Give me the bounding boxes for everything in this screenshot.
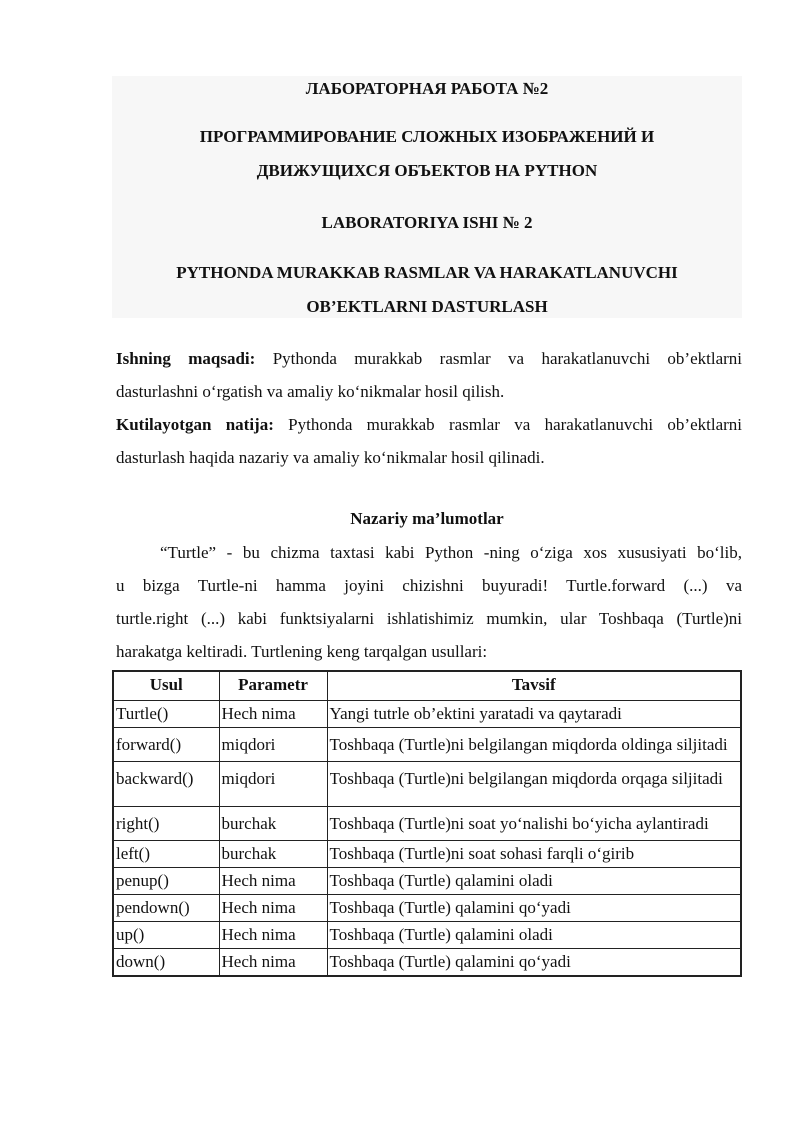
method-cell: left()	[113, 841, 219, 868]
method-cell: up()	[113, 922, 219, 949]
table-row	[113, 762, 741, 807]
goal-line2: dasturlashni o‘rgatish va amaliy ko‘nikmalar hosil qilish.	[116, 382, 505, 401]
table-row	[113, 868, 741, 895]
goal-paragraph	[116, 342, 742, 408]
table-row	[113, 949, 741, 977]
method-cell: backward()	[113, 762, 219, 807]
header-parametr: Parametr	[219, 671, 327, 701]
param-cell: Hech nima	[219, 868, 327, 895]
lab-title-uz: LABORATORIYA ISHI № 2	[321, 213, 533, 232]
table-row	[113, 841, 741, 868]
desc-cell-wrap	[327, 762, 741, 807]
methods-table	[112, 670, 742, 977]
param-cell: burchak	[219, 807, 327, 841]
topic-ru-line2: ДВИЖУЩИХСЯ ОБЪЕКТОВ НА PYTHON	[256, 161, 598, 180]
table-row	[113, 701, 741, 728]
desc-cell: Toshbaqa (Turtle)ni belgilangan miqdorda orqaga siljitadi	[329, 769, 723, 788]
result-line1	[116, 408, 742, 441]
theory-line3: turtle.right (...) kabi funktsiyalarni ishlatishimiz mumkin, ular Toshbaqa (Turtle)ni	[116, 609, 742, 628]
table-row	[113, 728, 741, 762]
method-cell: right()	[113, 807, 219, 841]
method-cell: pendown()	[113, 895, 219, 922]
desc-cell: Toshbaqa (Turtle)ni soat sohasi farqli o‘girib	[327, 841, 741, 868]
desc-cell: Toshbaqa (Turtle)ni belgilangan miqdorda oldinga siljitadi	[327, 728, 741, 762]
desc-cell: Toshbaqa (Turtle) qalamini oladi	[327, 868, 741, 895]
topic-ru-line1: ПРОГРАММИРОВАНИЕ СЛОЖНЫХ ИЗОБРАЖЕНИЙ И	[199, 127, 655, 146]
desc-cell: Yangi tutrle ob’ektini yaratadi va qaytaradi	[327, 701, 741, 728]
param-cell: Hech nima	[219, 922, 327, 949]
goal-label: Ishning maqsadi:	[116, 349, 256, 368]
param-cell: miqdori	[219, 762, 327, 807]
desc-cell: Toshbaqa (Turtle) qalamini oladi	[327, 922, 741, 949]
result-line2: dasturlash haqida nazariy va amaliy ko‘nikmalar hosil qilinadi.	[116, 448, 545, 467]
goal-line1	[116, 342, 742, 375]
topic-uz-line1: PYTHONDA MURAKKAB RASMLAR VA HARAKATLANUVCHI	[176, 263, 678, 282]
desc-cell: Toshbaqa (Turtle)ni soat yo‘nalishi bo‘yicha aylantiradi	[327, 807, 741, 841]
theory-line4: harakatga keltiradi. Turtlening keng tarqalgan usullari:	[116, 642, 488, 661]
header-usul: Usul	[113, 671, 219, 701]
lab-title-ru: ЛАБОРАТОРНАЯ РАБОТА №2	[305, 79, 549, 98]
param-cell: burchak	[219, 841, 327, 868]
method-cell: forward()	[113, 728, 219, 762]
table-row	[113, 895, 741, 922]
param-cell: Hech nima	[219, 701, 327, 728]
section-title: Nazariy ma’lumotlar	[350, 509, 504, 528]
table-header-row	[113, 671, 741, 701]
desc-cell: Toshbaqa (Turtle) qalamini qo‘yadi	[327, 895, 741, 922]
goal-line1-text: Pythonda murakkab rasmlar va harakatlanuvchi ob’ektlarni	[255, 349, 743, 368]
header-tavsif: Tavsif	[327, 671, 741, 701]
result-label: Kutilayotgan natija:	[116, 415, 274, 434]
result-line1-text: Pythonda murakkab rasmlar va harakatlanuvchi ob’ektlarni	[273, 415, 742, 434]
method-cell: penup()	[113, 868, 219, 895]
method-cell: Turtle()	[113, 701, 219, 728]
param-cell: miqdori	[219, 728, 327, 762]
theory-paragraph	[116, 536, 742, 668]
param-cell: Hech nima	[219, 895, 327, 922]
theory-line2: u bizga Turtle-ni hamma joyini chizishni buyuradi! Turtle.forward (...) va	[116, 576, 742, 595]
desc-cell: Toshbaqa (Turtle) qalamini qo‘yadi	[327, 949, 741, 977]
table-row	[113, 922, 741, 949]
table-row	[113, 807, 741, 841]
theory-line1: “Turtle” - bu chizma taxtasi kabi Python -ning o‘ziga xos xususiyati bo‘lib,	[160, 543, 742, 562]
result-paragraph	[116, 408, 742, 474]
param-cell: Hech nima	[219, 949, 327, 977]
topic-uz-line2: OB’EKTLARNI DASTURLASH	[306, 297, 548, 316]
method-cell: down()	[113, 949, 219, 977]
